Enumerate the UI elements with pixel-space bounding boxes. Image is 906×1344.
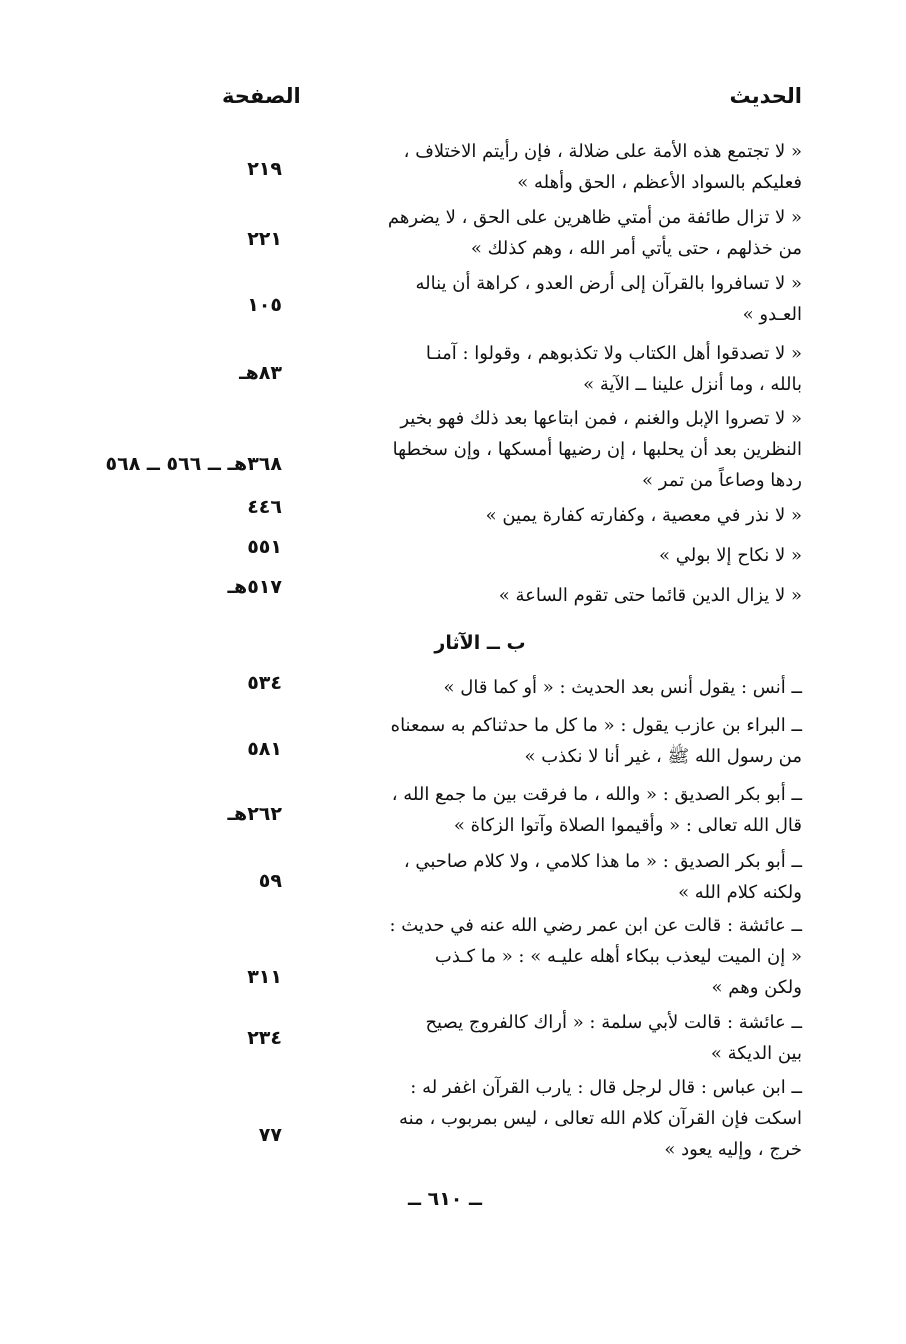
- section-title: ب ــ الآثار: [434, 632, 526, 654]
- entry-line: « لا تسافروا بالقرآن إلى أرض العدو ، كراهة أن يناله: [415, 273, 802, 294]
- page-number: ٢٢١: [247, 228, 282, 250]
- entry-line: خرج ، وإليه يعود »: [664, 1139, 802, 1160]
- entry-line: ــ ابن عباس : قال لرجل قال : يارب القرآن اغفر له :: [410, 1077, 802, 1098]
- page-number: ٥٩: [258, 870, 282, 892]
- entry-line: ردها وصاعاً من تمر »: [642, 470, 802, 491]
- entry-line: قال الله تعالى : « وأقيموا الصلاة وآتوا الزكاة »: [453, 815, 802, 836]
- page-number: ٥٣٤: [247, 672, 282, 694]
- entry-line: بين الديكة »: [710, 1043, 802, 1064]
- entry-line: ــ عائشة : قالت عن ابن عمر رضي الله عنه في حديث :: [389, 915, 802, 936]
- page-number: ٢٣٤: [247, 1027, 282, 1049]
- page-number: ١٠٥: [247, 294, 282, 316]
- entry-line: « لا يزال الدين قائما حتى تقوم الساعة »: [498, 585, 802, 606]
- entry-line: العـدو »: [742, 304, 802, 325]
- entry-line: ولكن وهم »: [711, 977, 802, 998]
- entry-line: النظرين بعد أن يحلبها ، إن رضيها أمسكها ، وإن سخطها: [392, 439, 802, 460]
- entry-line: بالله ، وما أنزل علينا ــ الآية »: [583, 374, 802, 395]
- page-number: ٣٦٨هـ ــ ٥٦٦ ــ ٥٦٨: [105, 453, 282, 475]
- entry-line: « لا تجتمع هذه الأمة على ضلالة ، فإن رأيتم الاختلاف ،: [403, 141, 802, 162]
- column-header-hadith: الحديث: [729, 84, 802, 108]
- page-number: ٥٥١: [247, 536, 282, 558]
- entry-line: « لا نذر في معصية ، وكفارته كفارة يمين »: [485, 505, 802, 526]
- page-number: ٢١٩: [247, 158, 282, 180]
- page-number: ٧٧: [258, 1124, 282, 1146]
- column-header-page: الصفحة: [222, 84, 301, 108]
- entry-line: « لا تزال طائفة من أمتي ظاهرين على الحق ، لا يضرهم: [387, 207, 802, 228]
- entry-line: ــ أنس : يقول أنس بعد الحديث : « أو كما قال »: [443, 677, 802, 698]
- page-number: ٣١١: [247, 966, 282, 988]
- entry-line: فعليكم بالسواد الأعظم ، الحق وأهله »: [517, 172, 802, 193]
- entry-line: « لا نكاح إلا بولي »: [658, 545, 802, 566]
- page-number: ٥١٧هـ: [227, 576, 282, 598]
- entry-line: ــ عائشة : قالت لأبي سلمة : « أراك كالفروج يصيح: [425, 1012, 802, 1033]
- entry-line: من خذلهم ، حتى يأتي أمر الله ، وهم كذلك »: [470, 238, 802, 259]
- entry-line: « لا تصروا الإبل والغنم ، فمن ابتاعها بعد ذلك فهو بخير: [400, 408, 802, 429]
- entry-line: اسكت فإن القرآن كلام الله تعالى ، ليس بمربوب ، منه: [399, 1108, 802, 1129]
- page-footer-number: ــ ٦١٠ ــ: [407, 1188, 482, 1210]
- entry-line: ــ أبو بكر الصديق : « والله ، ما فرقت بين ما جمع الله ،: [391, 784, 802, 805]
- page-number: ٥٨١: [247, 738, 282, 760]
- entry-line: من رسول الله ﷺ ، غير أنا لا نكذب »: [524, 746, 802, 767]
- page-number: ٢٦٢هـ: [227, 803, 282, 825]
- entry-line: ولكنه كلام الله »: [678, 882, 802, 903]
- page-number: ٨٣هـ: [239, 362, 282, 384]
- entry-line: ــ أبو بكر الصديق : « ما هذا كلامي ، ولا كلام صاحبي ،: [403, 851, 802, 872]
- entry-line: « لا تصدقوا أهل الكتاب ولا تكذبوهم ، وقولوا : آمنـا: [425, 343, 802, 364]
- page-number: ٤٤٦: [247, 496, 282, 518]
- entry-line: ــ البراء بن عازب يقول : « ما كل ما حدثناكم به سمعناه: [390, 715, 802, 736]
- entry-line: « إن الميت ليعذب ببكاء أهله عليـه » : « ما كـذب: [434, 946, 802, 967]
